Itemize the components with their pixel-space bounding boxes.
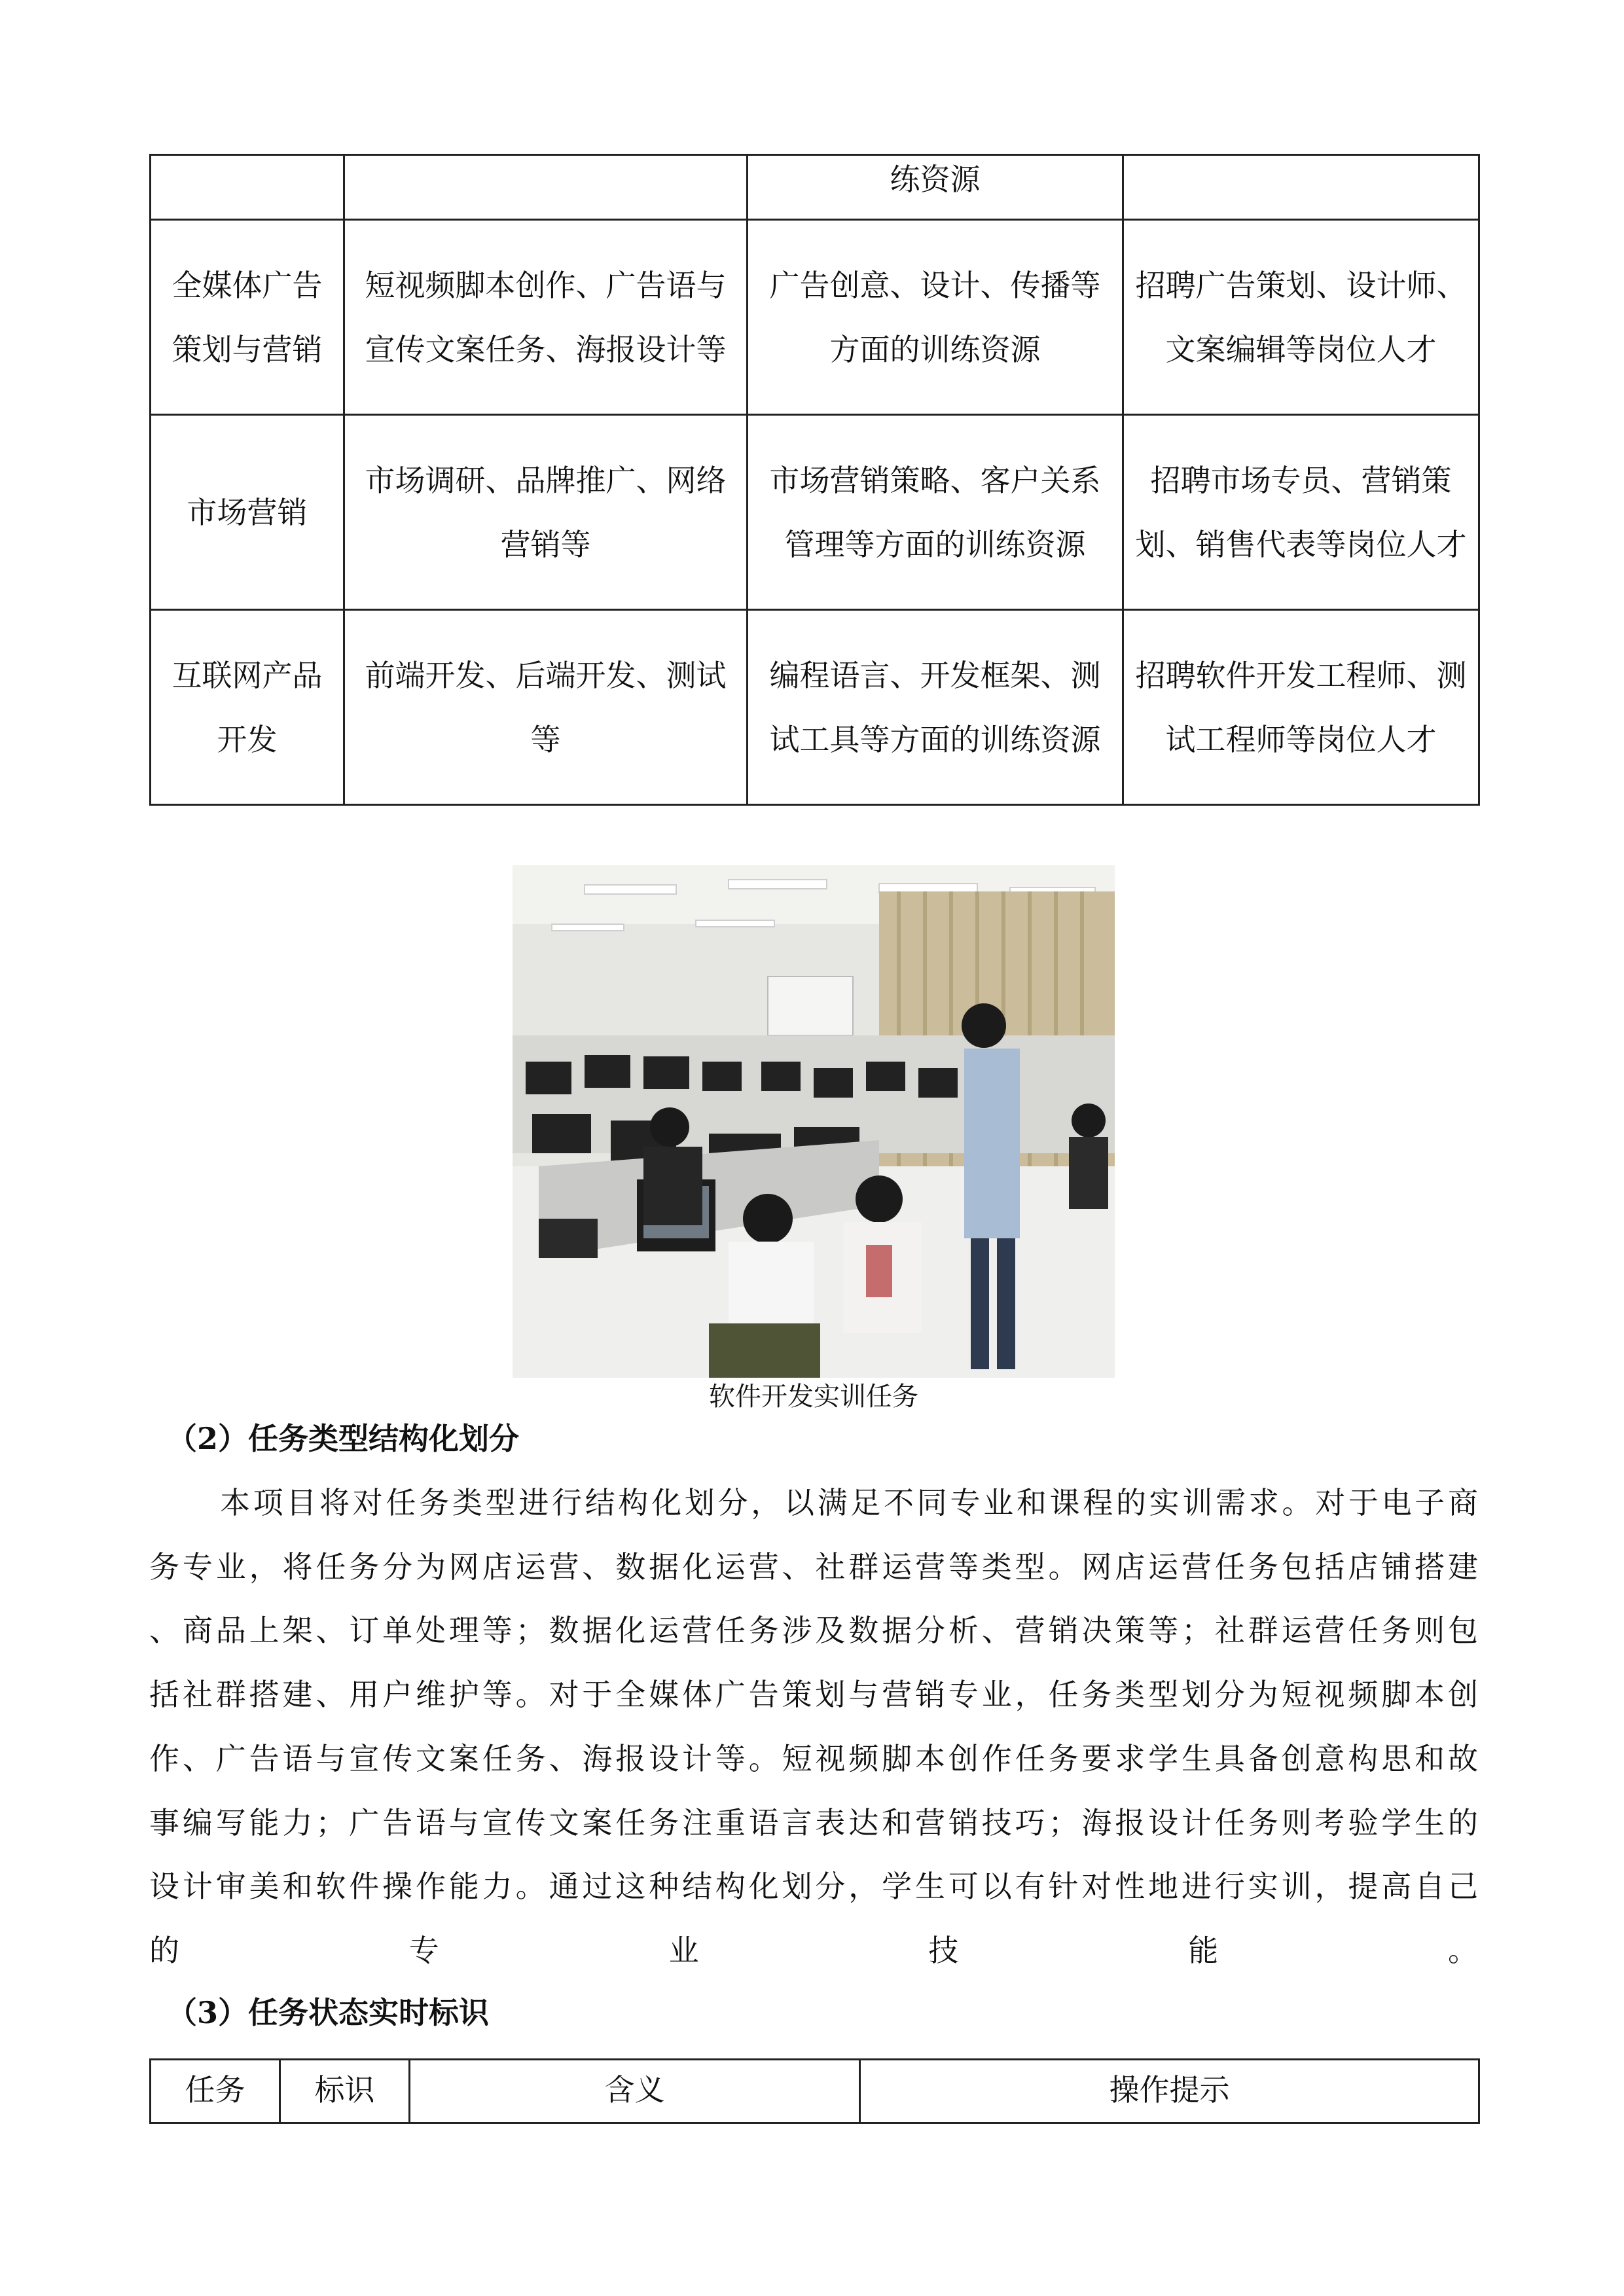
table-row	[151, 415, 1479, 610]
section-paragraph	[149, 1471, 1478, 1983]
paragraph-line: 设计审美和软件操作能力。通过这种结构化划分，学生可以有针对性地进行实训，提高自己	[149, 1869, 1478, 1905]
table-header-row	[151, 2060, 1479, 2123]
table-cell: 市场调研、品牌推广、网络营销等	[344, 415, 748, 610]
table-header-cell: 操作提示	[860, 2060, 1479, 2123]
computer-lab-illustration	[513, 865, 1115, 1378]
table-cell: 短视频脚本创作、广告语与宣传文案任务、海报设计等	[344, 220, 748, 415]
paragraph-line: 作、广告语与宣传文案任务、海报设计等。短视频脚本创作任务要求学生具备创意构思和故	[149, 1740, 1478, 1776]
table-cell: 编程语言、开发框架、测试工具等方面的训练资源	[748, 610, 1123, 805]
table-row	[151, 155, 1479, 220]
table-cell	[151, 155, 344, 220]
table-row	[151, 610, 1479, 805]
paragraph-line: 、商品上架、订单处理等；数据化运营任务涉及数据分析、营销决策等；社群运营任务则包	[149, 1613, 1478, 1649]
table-header-cell: 含义	[410, 2060, 860, 2123]
table-header-cell: 任务	[151, 2060, 280, 2123]
paragraph-line: 事编写能力；广告语与宣传文案任务注重语言表达和营销技巧；海报设计任务则考验学生的	[149, 1804, 1478, 1840]
table-cell: 前端开发、后端开发、测试等	[344, 610, 748, 805]
training-photo	[513, 865, 1115, 1378]
paragraph-line: 的专业技能。	[149, 1932, 1478, 1968]
table-cell	[1123, 155, 1479, 220]
table-cell: 市场营销策略、客户关系管理等方面的训练资源	[748, 415, 1123, 610]
table-cell	[344, 155, 748, 220]
section-heading-3: （3）任务状态实时标识	[167, 1995, 490, 2030]
table-header-cell: 标识	[280, 2060, 410, 2123]
table-cell: 招聘软件开发工程师、测试工程师等岗位人才	[1123, 610, 1479, 805]
paragraph-line: 务专业，将任务分为网店运营、数据化运营、社群运营等类型。网店运营任务包括店铺搭建	[149, 1549, 1478, 1585]
table-row	[151, 220, 1479, 415]
table-cell: 全媒体广告策划与营销	[151, 220, 344, 415]
table-cell: 互联网产品开发	[151, 610, 344, 805]
table-cell: 市场营销	[151, 415, 344, 610]
table-cell: 招聘广告策划、设计师、文案编辑等岗位人才	[1123, 220, 1479, 415]
section-heading-2: （2）任务类型结构化划分	[167, 1421, 520, 1456]
figure-caption: 软件开发实训任务	[709, 1382, 918, 1412]
training-resources-table	[149, 154, 1480, 806]
task-status-table	[149, 2058, 1480, 2124]
paragraph-line: 本项目将对任务类型进行结构化划分，以满足不同专业和课程的实训需求。对于电子商	[220, 1485, 1478, 1520]
table-cell: 练资源	[748, 155, 1123, 220]
paragraph-line: 括社群搭建、用户维护等。对于全媒体广告策划与营销专业，任务类型划分为短视频脚本创	[149, 1677, 1478, 1713]
table-cell: 招聘市场专员、营销策划、销售代表等岗位人才	[1123, 415, 1479, 610]
table-cell: 广告创意、设计、传播等方面的训练资源	[748, 220, 1123, 415]
